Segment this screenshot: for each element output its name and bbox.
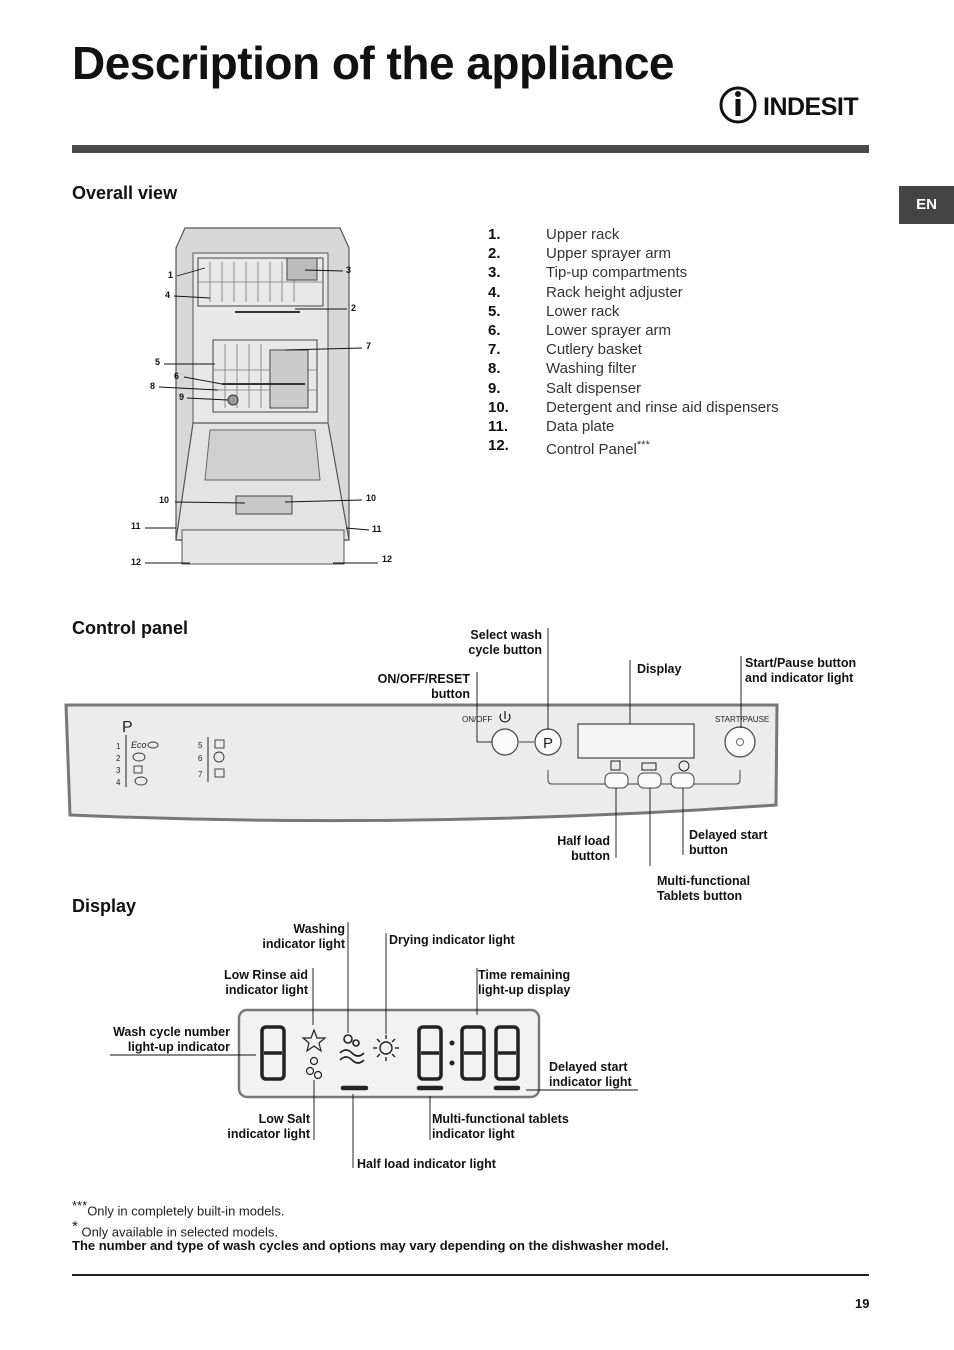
eco-label: Eco bbox=[131, 740, 147, 750]
tablets-button bbox=[638, 773, 661, 788]
cycle-3: 3 bbox=[116, 766, 121, 775]
tablets-label: Multi-functional Tablets button bbox=[657, 874, 751, 903]
callout-2: 2 bbox=[351, 303, 357, 313]
overall-view-heading: Overall view bbox=[72, 183, 178, 203]
onoff-button bbox=[492, 729, 518, 755]
list-item: 4. Rack height adjuster bbox=[488, 283, 683, 301]
cycle-5: 5 bbox=[198, 741, 203, 750]
delayed-start-label: Delayed start button bbox=[689, 828, 768, 857]
list-item: 11. Data plate bbox=[488, 418, 615, 436]
list-item: 5. Lower rack bbox=[488, 302, 620, 320]
select-wash-p: P bbox=[543, 735, 554, 752]
cycle-6: 6 bbox=[198, 754, 203, 763]
time-colon-bottom bbox=[450, 1061, 455, 1066]
display-window bbox=[578, 724, 694, 758]
list-item: 6. Lower sprayer arm bbox=[488, 322, 672, 340]
display-label: Display bbox=[637, 662, 682, 676]
callout-3: 3 bbox=[346, 265, 352, 275]
display-heading: Display bbox=[72, 896, 137, 916]
half-load-button bbox=[605, 773, 628, 788]
indesit-logo bbox=[719, 84, 871, 126]
delayed-start-light-label: Delayed start indicator light bbox=[549, 1060, 632, 1089]
list-item: 9. Salt dispenser bbox=[488, 379, 642, 397]
footnote-built-in: ***Only in completely built-in models. bbox=[72, 1198, 285, 1219]
half-load-label: Half load button bbox=[557, 834, 610, 863]
list-item: 1. Upper rack bbox=[488, 226, 620, 243]
start-pause-label: Start/Pause button and indicator light bbox=[745, 656, 857, 685]
callout-11-right: 11 bbox=[372, 524, 382, 534]
callout-9: 9 bbox=[179, 392, 185, 402]
callout-10-right: 10 bbox=[366, 493, 377, 503]
callout-5: 5 bbox=[155, 357, 161, 367]
washing-light-label: Washing indicator light bbox=[262, 922, 345, 951]
page-number: 19 bbox=[855, 1296, 870, 1311]
callout-11-left: 11 bbox=[131, 521, 141, 531]
parts-list bbox=[488, 225, 779, 459]
callout-8: 8 bbox=[150, 381, 156, 391]
callout-1: 1 bbox=[168, 270, 174, 280]
title-underline bbox=[72, 145, 869, 153]
rinse-aid-label: Low Rinse aid indicator light bbox=[223, 968, 308, 997]
select-wash-label: Select wash cycle button bbox=[468, 628, 542, 657]
cycle-number-label: Wash cycle number light-up indicator bbox=[113, 1025, 230, 1054]
control-panel-diagram bbox=[60, 626, 790, 866]
tablets-light-label: Multi-functional tablets indicator light bbox=[432, 1112, 569, 1141]
list-item: 12. Control Panel*** bbox=[488, 437, 650, 459]
time-remaining-label: Time remaining light-up display bbox=[478, 968, 571, 997]
onoff-panel-label: ON/OFF bbox=[462, 715, 493, 724]
callout-7: 7 bbox=[366, 341, 372, 351]
list-item: 2. Upper sprayer arm bbox=[488, 245, 672, 263]
half-load-light-label: Half load indicator light bbox=[357, 1157, 496, 1171]
start-pause-button bbox=[725, 727, 755, 757]
list-item: 3. Tip-up compartments bbox=[488, 264, 688, 282]
callout-12-right: 12 bbox=[382, 554, 393, 564]
display-diagram bbox=[100, 920, 660, 1180]
callout-6: 6 bbox=[174, 371, 180, 381]
time-colon-top bbox=[450, 1041, 455, 1046]
delayed-start-button bbox=[671, 773, 694, 788]
onoff-label: ON/OFF/RESET button bbox=[377, 672, 470, 701]
program-p-icon: P bbox=[122, 719, 133, 736]
callout-4: 4 bbox=[165, 290, 171, 300]
language-tab[interactable]: EN bbox=[899, 186, 954, 224]
footnote-selected-models: * Only available in selected models. bbox=[72, 1218, 279, 1240]
control-panel-heading: Control panel bbox=[72, 618, 188, 638]
list-item: 10. Detergent and rinse aid dispensers bbox=[488, 398, 779, 416]
cycle-4: 4 bbox=[116, 778, 121, 787]
footnote-disclaimer: The number and type of wash cycles and options may vary depending on the dishwasher model. bbox=[72, 1238, 669, 1253]
drying-light-label: Drying indicator light bbox=[389, 933, 515, 947]
start-pause-panel-label: START/PAUSE bbox=[715, 715, 770, 724]
page-title: Description of the appliance bbox=[72, 37, 674, 89]
footer-divider bbox=[72, 1274, 869, 1276]
low-salt-label: Low Salt indicator light bbox=[227, 1112, 310, 1141]
cycle-2: 2 bbox=[116, 754, 121, 763]
list-item: 7. Cutlery basket bbox=[488, 341, 642, 359]
cycle-7: 7 bbox=[198, 770, 203, 779]
callout-12-left: 12 bbox=[131, 557, 142, 567]
dishwasher-overall-diagram bbox=[125, 225, 410, 575]
brand-text: INDESIT bbox=[763, 93, 859, 121]
callout-10-left: 10 bbox=[159, 495, 170, 505]
cycle-1: 1 bbox=[116, 742, 121, 751]
list-item: 8. Washing filter bbox=[488, 360, 637, 378]
